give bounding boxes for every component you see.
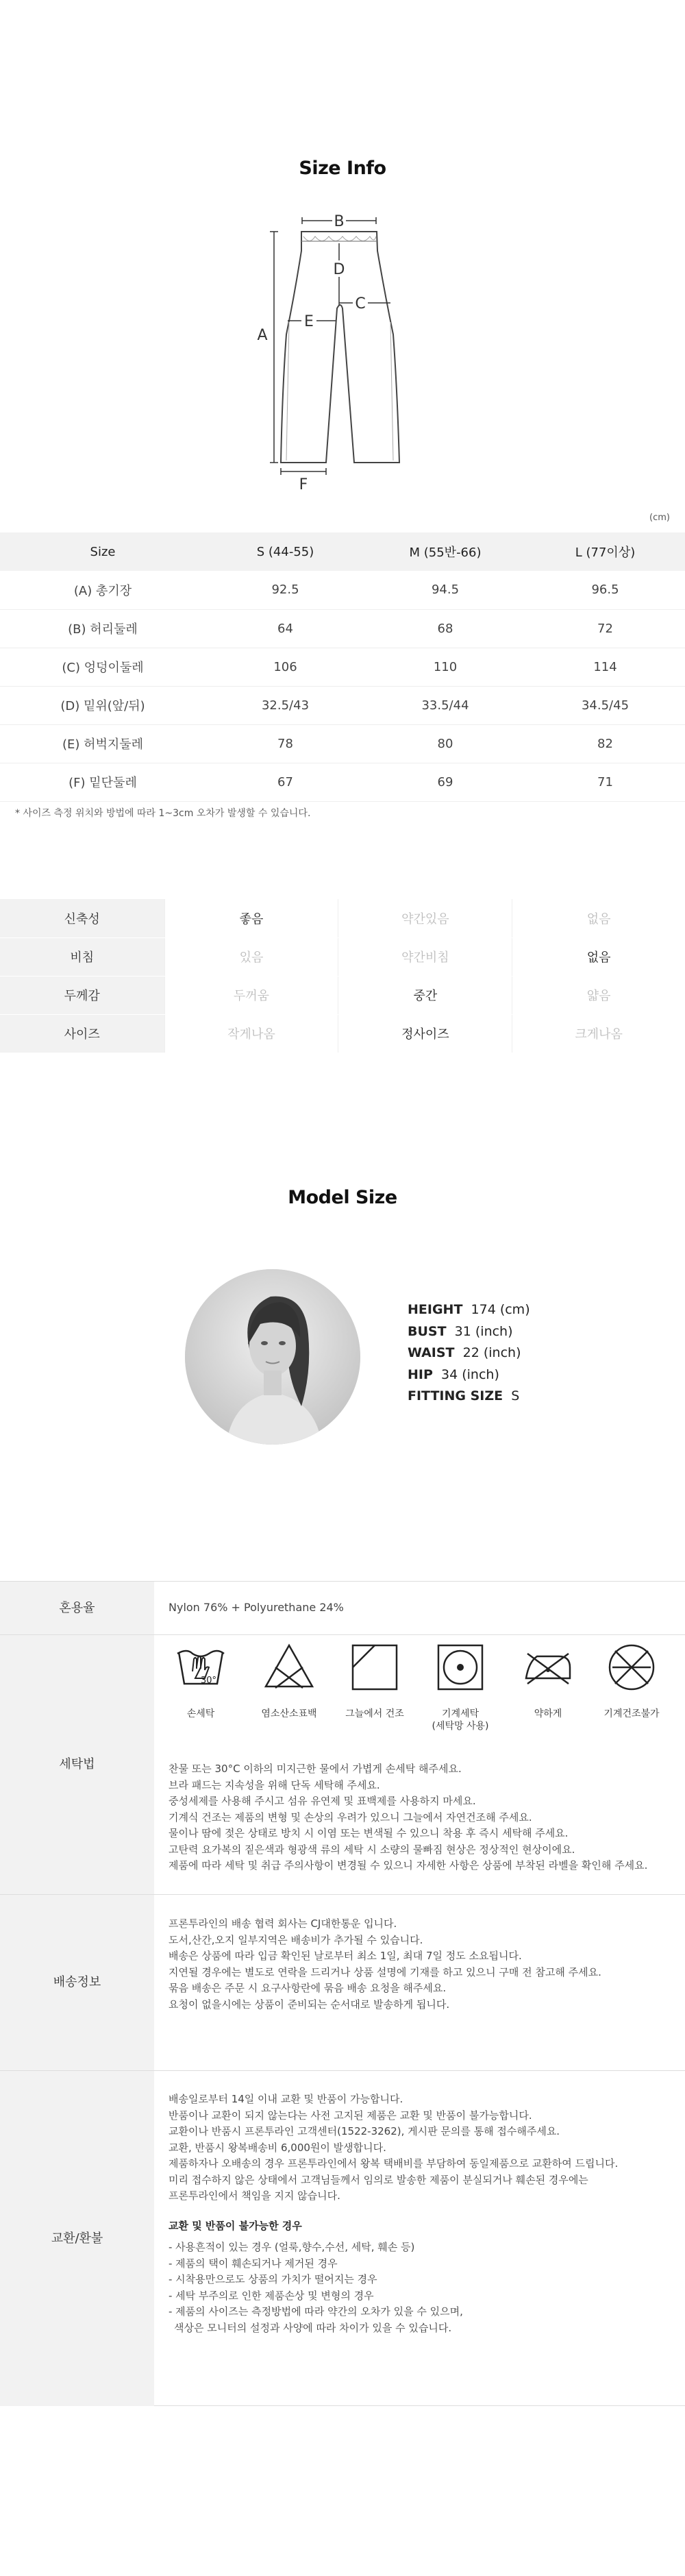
cell-l: 34.5/45 xyxy=(525,686,685,724)
dim-label-b: B xyxy=(334,213,345,230)
table-row xyxy=(0,571,685,609)
cell-m: 33.5/44 xyxy=(365,686,525,724)
exchange-line: 미리 접수하지 않은 상태에서 고객님들께서 임의로 발송한 제품이 분실되거나 훼손된 경우에는 xyxy=(169,2173,588,2186)
fit-option: 좋음 xyxy=(164,899,338,937)
shipping-text xyxy=(169,1916,601,2013)
exchange-sub-line: - 세탁 부주의로 인한 제품손상 및 변형의 경우 xyxy=(169,2289,374,2302)
fit-option: 약간있음 xyxy=(338,899,512,937)
cell-m: 68 xyxy=(365,609,525,648)
shipping-line: 묶음 배송은 주문 시 요구사항란에 묶음 배송 요청을 해주세요. xyxy=(169,1982,447,1994)
material-row xyxy=(0,1581,685,1634)
fit-option: 크게나옴 xyxy=(512,1014,685,1053)
exchange-line: 제품하자나 오배송의 경우 프론투라인에서 왕복 택배비를 부담하여 동일제품으로 교환하여 드립니다. xyxy=(169,2157,619,2170)
fit-option: 두꺼움 xyxy=(164,976,338,1014)
row-label: (B) 허리둘레 xyxy=(0,609,206,648)
care-line: 브라 패드는 지속성을 위해 단독 세탁해 주세요. xyxy=(169,1778,380,1791)
care-item-label: 기계세탁 xyxy=(441,1708,480,1719)
fit-option: 정사이즈 xyxy=(338,1014,512,1053)
care-line: 중성세제를 사용해 주시고 섬유 유연제 및 표백제를 사용하지 마세요. xyxy=(169,1795,476,1807)
dim-label-d: D xyxy=(333,261,345,278)
care-label: 세탁법 xyxy=(0,1635,154,1894)
cell-l: 71 xyxy=(525,763,685,801)
header-m: M (55반-66) xyxy=(365,532,525,571)
care-item-label: 염소산소표백 xyxy=(261,1708,317,1719)
model-photo xyxy=(185,1269,360,1445)
cell-m: 94.5 xyxy=(365,571,525,609)
care-line: 기계식 건조는 제품의 변형 및 손상의 우려가 있으니 그늘에서 자연건조해 주세요. xyxy=(169,1811,532,1824)
care-item-label: 손세탁 xyxy=(186,1708,215,1719)
cell-m: 110 xyxy=(365,648,525,686)
row-label: (C) 엉덩이둘레 xyxy=(0,648,206,686)
material-value: Nylon 76% + Polyurethane 24% xyxy=(169,1601,344,1614)
care-item-no-dry xyxy=(590,1640,673,1736)
exchange-sub-line: - 제품의 사이즈는 측정방법에 따라 약간의 오차가 있을 수 있으며, xyxy=(169,2305,463,2318)
model-info xyxy=(408,1299,530,1408)
exchange-line: 배송일로부터 14일 이내 교환 및 반품이 가능합니다. xyxy=(169,2093,403,2105)
cell-l: 72 xyxy=(525,609,685,648)
dim-label-a: A xyxy=(257,327,268,344)
cell-l: 82 xyxy=(525,724,685,763)
care-line: 제품에 따라 세탁 및 취급 주의사항이 변경될 수 있으니 자세한 사항은 상품에 부착된 라벨을 확인해 주세요. xyxy=(169,1859,648,1872)
no-tumble-dry-icon xyxy=(604,1640,659,1695)
size-info-title: Size Info xyxy=(299,158,386,179)
chlorine-bleach-icon xyxy=(262,1640,316,1695)
row-label: (F) 밑단둘레 xyxy=(0,763,206,801)
cell-m: 80 xyxy=(365,724,525,763)
fit-option: 없음 xyxy=(512,937,685,976)
fitting-size-label: FITTING SIZE xyxy=(408,1388,503,1403)
hand-wash-icon xyxy=(173,1640,228,1695)
fit-option: 있음 xyxy=(164,937,338,976)
fit-label: 신축성 xyxy=(0,899,164,937)
table-row xyxy=(0,648,685,686)
row-label: (A) 총기장 xyxy=(0,571,206,609)
fit-option: 얇음 xyxy=(512,976,685,1014)
exchange-sub-line: - 시착용만으로도 상품의 가치가 떨어지는 경우 xyxy=(169,2273,377,2285)
dry-in-shade-icon xyxy=(347,1640,402,1695)
model-size-title: Model Size xyxy=(288,1187,397,1208)
exchange-sub-line: 색상은 모니터의 설정과 사양에 따라 차이가 있을 수 있습니다. xyxy=(174,2321,452,2334)
shipping-line: 프론투라인의 배송 협력 회사는 CJ대한통운 입니다. xyxy=(169,1917,397,1930)
care-line: 찬물 또는 30°C 이하의 미지근한 물에서 가볍게 손세탁 해주세요. xyxy=(169,1763,462,1775)
cell-s: 106 xyxy=(206,648,365,686)
table-row xyxy=(0,724,685,763)
fit-option: 없음 xyxy=(512,899,685,937)
fit-row-sheer xyxy=(0,937,685,976)
shipping-line: 배송은 상품에 따라 입금 확인된 날로부터 최소 1일, 최대 7일 정도 소요됩니다. xyxy=(169,1950,522,1962)
care-item-sublabel: (세탁망 사용) xyxy=(432,1721,489,1732)
wash-temp: 30° xyxy=(201,1676,217,1686)
waist-value: 22 (inch) xyxy=(462,1345,521,1360)
table-row xyxy=(0,686,685,724)
care-item-label: 기계건조불가 xyxy=(603,1708,660,1719)
cell-l: 114 xyxy=(525,648,685,686)
exchange-line: 교환, 반품시 왕복배송비 6,000원이 발생합니다. xyxy=(169,2141,386,2154)
care-line: 고탄력 요가복의 짙은색과 형광색 류의 세탁 시 소량의 물빠짐 현상은 정상적인 현상이에요. xyxy=(169,1843,575,1856)
height-label: HEIGHT xyxy=(408,1302,463,1317)
cell-s: 78 xyxy=(206,724,365,763)
cell-s: 32.5/43 xyxy=(206,686,365,724)
exchange-sub-line: - 제품의 택이 훼손되거나 제거된 경우 xyxy=(169,2257,338,2270)
fit-row-stretch xyxy=(0,899,685,937)
size-table-header xyxy=(0,532,685,571)
hip-label: HIP xyxy=(408,1366,433,1382)
machine-dry-icon xyxy=(433,1640,488,1695)
fit-option: 작게나옴 xyxy=(164,1014,338,1053)
hip-value: 34 (inch) xyxy=(441,1366,499,1382)
fit-label: 사이즈 xyxy=(0,1014,164,1053)
fit-table xyxy=(0,899,685,1053)
height-value: 174 (cm) xyxy=(471,1302,530,1317)
exchange-subtitle: 교환 및 반품이 불가능한 경우 xyxy=(169,2219,302,2232)
fit-label: 비침 xyxy=(0,937,164,976)
waist-label: WAIST xyxy=(408,1345,455,1360)
table-row xyxy=(0,609,685,648)
care-item-bleach xyxy=(248,1640,330,1736)
size-note: * 사이즈 측정 위치와 방법에 따라 1~3cm 오차가 발생할 수 있습니다. xyxy=(15,808,311,819)
row-label: (D) 밑위(앞/뒤) xyxy=(0,686,206,724)
unit-label: (cm) xyxy=(649,513,670,523)
exchange-sub-line: - 사용흔적이 있는 경우 (얼룩,향수,수선, 세탁, 훼손 등) xyxy=(169,2241,415,2253)
fit-option: 약간비침 xyxy=(338,937,512,976)
cell-s: 67 xyxy=(206,763,365,801)
fit-option: 중간 xyxy=(338,976,512,1014)
exchange-text xyxy=(169,2092,618,2336)
row-label: (E) 허벅지둘레 xyxy=(0,724,206,763)
care-item-label: 그늘에서 건조 xyxy=(345,1708,404,1719)
shipping-line: 도서,산간,오지 일부지역은 배송비가 추가될 수 있습니다. xyxy=(169,1933,423,1946)
care-text xyxy=(169,1761,647,1874)
header-s: S (44-55) xyxy=(206,532,365,571)
cell-s: 64 xyxy=(206,609,365,648)
exchange-line: 교환이나 반품시 프론투라인 고객센터(1522-3262), 게시판 문의를 통해 접수해주세요. xyxy=(169,2125,560,2137)
cell-l: 96.5 xyxy=(525,571,685,609)
fit-label: 두께감 xyxy=(0,976,164,1014)
fit-row-thickness xyxy=(0,976,685,1014)
exchange-label: 교환/환불 xyxy=(0,2071,154,2406)
cell-m: 69 xyxy=(365,763,525,801)
header-size: Size xyxy=(0,532,206,571)
exchange-line: 반품이나 교환이 되지 않는다는 사전 고지된 제품은 교환 및 반품이 불가능합니다. xyxy=(169,2109,532,2122)
header-l: L (77이상) xyxy=(525,532,685,571)
material-label: 혼용율 xyxy=(0,1582,154,1634)
dim-label-e: E xyxy=(304,313,314,330)
care-line: 물이나 땀에 젖은 상태로 방치 시 이염 또는 변색될 수 있으니 착용 후 즉시 세탁해 주세요. xyxy=(169,1827,569,1839)
exchange-line: 프론투라인에서 책임을 지지 않습니다. xyxy=(169,2189,340,2202)
table-row xyxy=(0,763,685,801)
fitting-size-value: S xyxy=(511,1388,520,1403)
care-item-label: 약하게 xyxy=(534,1708,562,1719)
care-item-hand-wash xyxy=(160,1640,242,1736)
care-item-iron xyxy=(507,1640,589,1736)
dim-label-f: F xyxy=(299,476,308,493)
care-item-machine xyxy=(419,1640,501,1736)
pants-diagram xyxy=(233,206,452,493)
cell-s: 92.5 xyxy=(206,571,365,609)
shipping-label: 배송정보 xyxy=(0,1895,154,2070)
size-table xyxy=(0,532,685,802)
weak-iron-icon xyxy=(521,1640,575,1695)
fit-row-size xyxy=(0,1014,685,1053)
bust-value: 31 (inch) xyxy=(454,1323,513,1339)
shipping-line: 요청이 없을시에는 상품이 준비되는 순서대로 발송하게 됩니다. xyxy=(169,1998,450,2011)
bust-label: BUST xyxy=(408,1323,447,1339)
dim-label-c: C xyxy=(355,295,366,312)
care-item-shade-dry xyxy=(334,1640,416,1736)
shipping-line: 지연될 경우에는 별도로 연락을 드리거나 상품 설명에 기재를 하고 있으니 구매 전 참고해 주세요. xyxy=(169,1965,601,1978)
